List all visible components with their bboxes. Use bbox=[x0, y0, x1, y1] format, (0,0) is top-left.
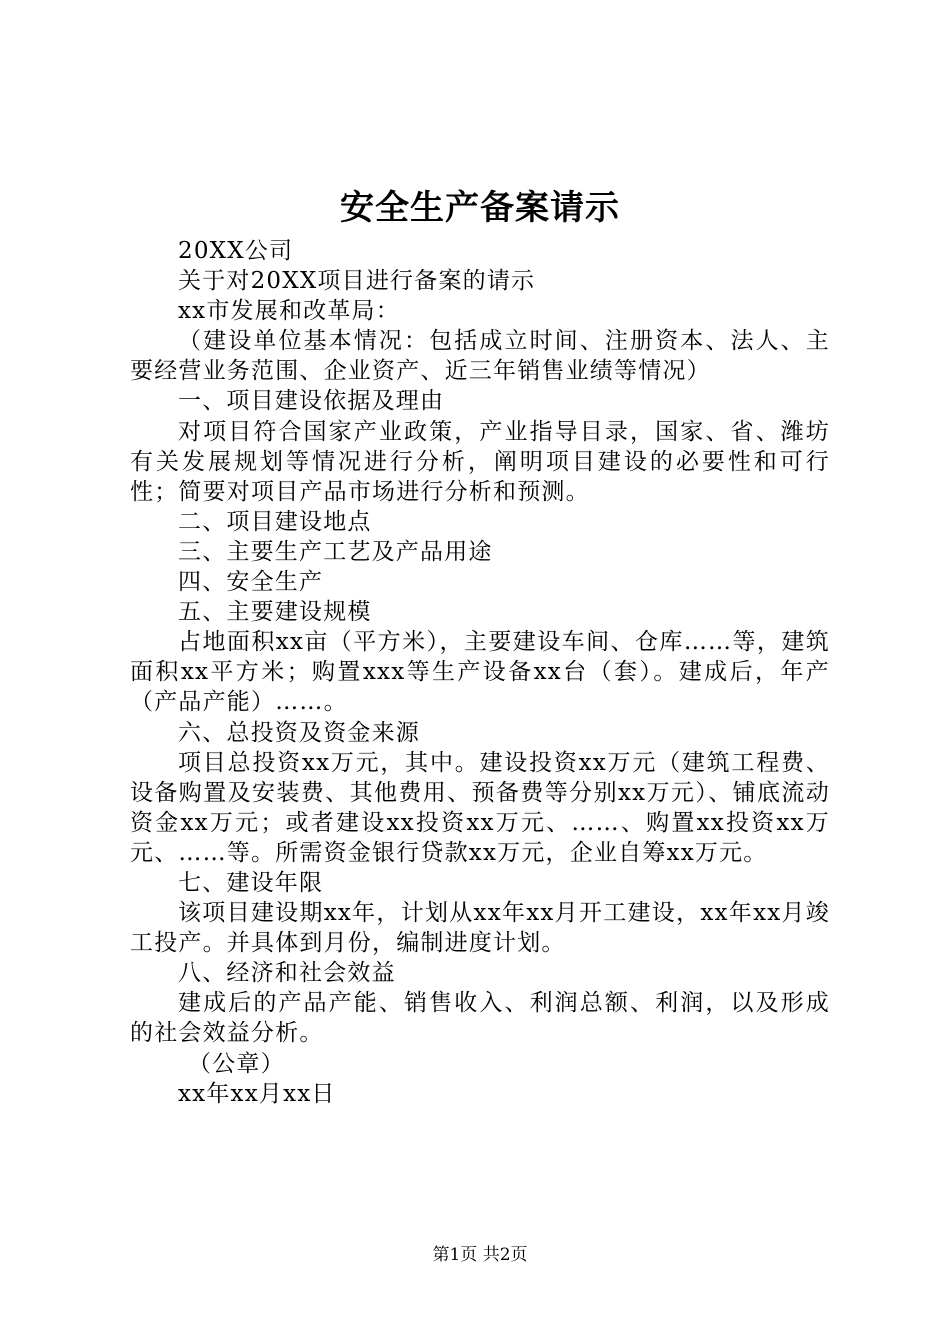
section-heading-5: 五、主要建设规模 bbox=[178, 599, 372, 626]
section-body-7: 该项目建设期xx年，计划从xx年xx月开工建设，xx年xx月竣工投产。并具体到月份，编制进度计划。 bbox=[130, 900, 830, 957]
section-body-1: 对项目符合国家产业政策，产业指导目录，国家、省、潍坊有关发展规划等情况进行分析，阐明项目建设的必要性和可行性；简要对项目产品市场进行分析和预测。 bbox=[130, 418, 830, 505]
subject-line: 关于对20XX项目进行备案的请示 bbox=[178, 268, 536, 295]
section-body-8: 建成后的产品产能、销售收入、利润总额、利润，以及形成的社会效益分析。 bbox=[130, 990, 830, 1047]
section-heading-1: 一、项目建设依据及理由 bbox=[178, 388, 445, 415]
section-body-5: 占地面积xx亩（平方米），主要建设车间、仓库……等，建筑面积xx平方米；购置xxx等生产设备xx台（套）。建成后，年产（产品产能）……。 bbox=[130, 629, 830, 716]
date-line: xx年xx月xx日 bbox=[178, 1080, 336, 1107]
seal-line: （公章） bbox=[188, 1050, 285, 1077]
recipient-line: xx市发展和改革局： bbox=[178, 298, 400, 325]
page-footer: 第1页 共2页 bbox=[432, 1245, 528, 1265]
section-heading-8: 八、经济和社会效益 bbox=[178, 960, 396, 987]
section-heading-6: 六、总投资及资金来源 bbox=[178, 719, 420, 746]
company-line: 20XX公司 bbox=[178, 238, 294, 264]
section-heading-3: 三、主要生产工艺及产品用途 bbox=[178, 538, 493, 565]
section-heading-4: 四、安全生产 bbox=[178, 569, 324, 596]
section-heading-7: 七、建设年限 bbox=[178, 869, 324, 896]
document-body bbox=[130, 236, 830, 1109]
section-heading-2: 二、项目建设地点 bbox=[178, 508, 372, 535]
unit-info-paragraph: （建设单位基本情况：包括成立时间、注册资本、法人、主要经营业务范围、企业资产、近三年销售业绩等情况） bbox=[130, 328, 830, 385]
section-body-6: 项目总投资xx万元，其中。建设投资xx万元（建筑工程费、设备购置及安装费、其他费用、预备费等分别xx万元）、铺底流动资金xx万元；或者建设xx投资xx万元、……、购置xx投资xx万元、……等。所需资金银行贷款xx万元，企业自筹xx万元。 bbox=[130, 749, 830, 866]
document-title: 安全生产备案请示 bbox=[340, 188, 620, 228]
